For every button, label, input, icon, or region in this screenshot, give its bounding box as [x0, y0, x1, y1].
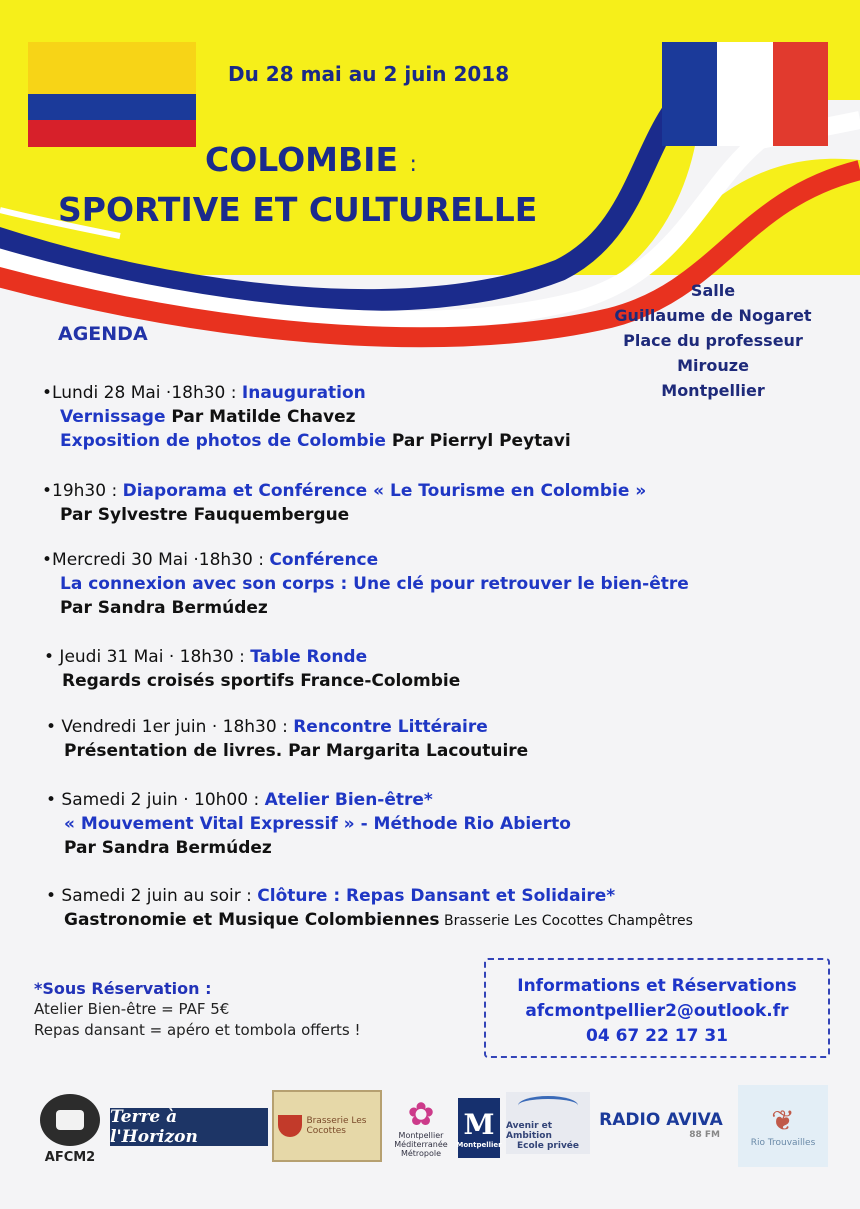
radio-label: RADIO AVIVA — [599, 1110, 723, 1130]
avenir-sublabel: Ecole privée — [516, 1140, 580, 1151]
arc-icon — [518, 1096, 578, 1115]
afcm2-label: AFCM2 — [44, 1150, 96, 1165]
agenda-item-event: Inauguration — [241, 383, 366, 403]
venue-line: Montpellier — [661, 381, 765, 400]
venue-address — [598, 278, 828, 403]
tree-icon: ❦ — [771, 1104, 795, 1137]
info-phone[interactable]: 04 67 22 17 31 — [586, 1026, 728, 1046]
reservation-notes — [34, 978, 360, 1041]
reservation-line: Atelier Bien-être = PAF 5€ — [34, 1000, 230, 1018]
bowl-icon — [278, 1115, 302, 1137]
agenda-item-subtitle: Présentation de livres. Par Margarita Lacoutuire — [64, 741, 529, 761]
agenda-item-date: •Lundi 28 Mai ·18h30 : — [42, 383, 242, 403]
mtp-label-2: Méditerranée — [394, 1139, 448, 1149]
agenda-item-speaker: Par Matilde Chavez — [165, 407, 356, 427]
event-dates: Du 28 mai au 2 juin 2018 — [228, 62, 510, 86]
m-letter: M — [463, 1107, 495, 1141]
cocottes-label: Brasserie Les Cocottes — [306, 1116, 367, 1136]
agenda-item-rencontre — [46, 715, 528, 763]
agenda-item-diaporama — [42, 479, 646, 527]
venue-line: Salle — [690, 281, 736, 300]
reservation-line: Repas dansant = apéro et tombola offerts ! — [34, 1021, 361, 1039]
colombia-flag-icon — [28, 42, 196, 147]
radio-fm: 88 FM — [689, 1130, 720, 1140]
agenda-item-subtitle: Gastronomie et Musique Colombiennes — [64, 910, 440, 930]
star-icon: ✿ — [407, 1094, 435, 1133]
afcm2-logo — [32, 1085, 108, 1165]
agenda-item-event: Diaporama et Conférence « Le Tourisme en Colombie » — [122, 481, 647, 501]
rio-label: Rio Trouvailles — [750, 1138, 816, 1148]
avenir-label: Avenir et Ambition — [506, 1120, 553, 1141]
info-title: Informations et Réservations — [517, 976, 797, 996]
agenda-item-subtitle: « Mouvement Vital Expressif » - Méthode Rio Abierto — [64, 814, 571, 834]
agenda-item-speaker: Par Sandra Bermúdez — [60, 598, 268, 618]
venue-line: Mirouze — [677, 356, 749, 375]
france-flag-icon — [662, 42, 828, 146]
montpellier-metropole-logo — [390, 1090, 452, 1164]
agenda-item-event: Conférence — [269, 550, 379, 570]
title-line-1 — [205, 140, 417, 179]
montpellier-city-logo — [458, 1098, 500, 1158]
rio-trouvailles-logo — [738, 1085, 828, 1167]
mtp-label-1: Montpellier — [398, 1130, 444, 1140]
venue-line: Place du professeur — [623, 331, 803, 350]
agenda-item-subtitle: Regards croisés sportifs France-Colombie — [62, 671, 461, 691]
cocottes-logo — [272, 1090, 382, 1162]
agenda-item-date: • Vendredi 1er juin · 18h30 : — [46, 717, 294, 737]
agenda-item-conference — [42, 548, 689, 620]
agenda-item-speaker: Par Sylvestre Fauquembergue — [60, 505, 350, 525]
reservation-title: *Sous Réservation : — [34, 979, 212, 998]
agenda-item-date: •Mercredi 30 Mai ·18h30 : — [42, 550, 270, 570]
agenda-item-subtitle: La connexion avec son corps : Une clé pour retrouver le bien-être — [60, 574, 689, 594]
venue-line: Guillaume de Nogaret — [614, 306, 812, 325]
agenda-item-date: •19h30 : — [42, 481, 123, 501]
agenda-item-date: • Samedi 2 juin · 10h00 : — [46, 790, 265, 810]
agenda-item-event: Table Ronde — [250, 647, 368, 667]
agenda-item-table-ronde — [44, 645, 460, 693]
mtp-label-3: Métropole — [400, 1148, 442, 1158]
agenda-item-speaker: Par Pierryl Peytavi — [385, 431, 571, 451]
agenda-item-date: • Samedi 2 juin au soir : — [46, 886, 258, 906]
agenda-item-cloture — [46, 884, 693, 933]
radio-aviva-logo — [594, 1105, 728, 1145]
agenda-item-event: Clôture : Repas Dansant et Solidaire* — [257, 886, 616, 906]
agenda-item-subtitle: Vernissage — [60, 407, 166, 427]
terre-horizon-logo: Terre à l'Horizon — [110, 1108, 268, 1146]
agenda-item-atelier — [46, 788, 571, 860]
agenda-item-date: • Jeudi 31 Mai · 18h30 : — [44, 647, 251, 667]
agenda-heading: AGENDA — [58, 323, 148, 345]
avenir-ambition-logo — [506, 1092, 590, 1154]
agenda-item-inauguration — [42, 381, 571, 453]
agenda-item-location: Brasserie Les Cocottes Champêtres — [439, 913, 693, 929]
agenda-item-event: Atelier Bien-être* — [264, 790, 433, 810]
title-colon: : — [409, 152, 417, 177]
afcm2-mask-icon — [40, 1094, 100, 1146]
agenda-item-speaker: Par Sandra Bermúdez — [64, 838, 272, 858]
title-line-2: SPORTIVE ET CULTURELLE — [58, 190, 538, 229]
info-box — [484, 958, 830, 1058]
agenda-item-event: Rencontre Littéraire — [293, 717, 488, 737]
title-colombie: COLOMBIE — [205, 140, 398, 179]
agenda-item-subtitle: Exposition de photos de Colombie — [60, 431, 386, 451]
m-city-label: Montpellier — [456, 1140, 502, 1149]
info-email[interactable]: afcmontpellier2@outlook.fr — [525, 1001, 789, 1021]
